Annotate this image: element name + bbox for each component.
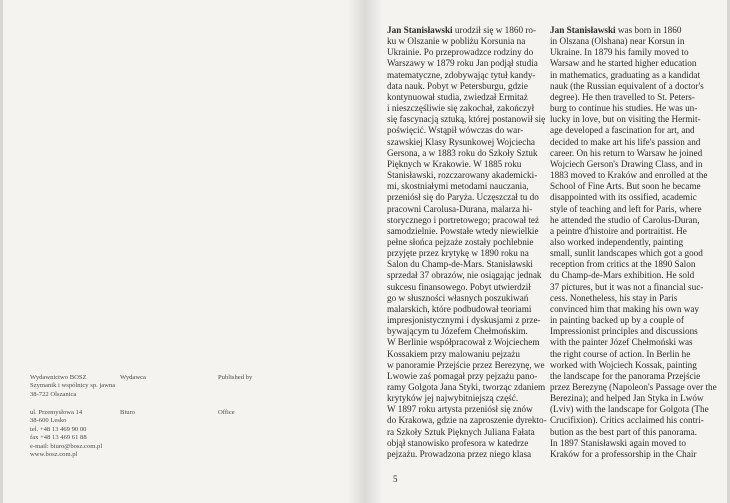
- text-line: storycznego i portretowego; pracował też: [387, 214, 540, 225]
- page-number: 5: [393, 474, 398, 484]
- text-line: style of teaching and left for Paris, where: [550, 203, 702, 214]
- text-line: also worked independently, painting: [550, 236, 684, 247]
- text-line: worked with Wojciech Kossak, painting: [550, 359, 697, 370]
- publisher-line: Szymanik i wspólnicy sp. jawna: [30, 382, 116, 390]
- text-line: in painting backed up by a couple of: [550, 315, 684, 326]
- text-line: W Berlinie współpracował z Wojciechem: [387, 337, 540, 348]
- text-line: Ukrainie. Po przeprowadzce rodziny do: [387, 47, 534, 58]
- text-line: się fascynacją sztuką, której postanowił się: [387, 114, 546, 125]
- text-line: bywającym tu Józefem Chełmońskim.: [387, 326, 528, 337]
- text-line: decided to make art his life's passion and: [550, 136, 701, 147]
- text-line: sukcesu finansowego. Pobyt utwierdził: [387, 281, 531, 292]
- text-line: in Olszana (Olshana) near Korsun in: [550, 36, 685, 47]
- office-line: 38-600 Lesko: [30, 417, 67, 425]
- text-line: 1883 moved to Kraków and enrolled at the: [550, 170, 708, 181]
- publisher-label-pl: Wydawca: [120, 374, 146, 381]
- text-line: Stanisławski, rozczarowany akademicki-: [387, 170, 538, 181]
- text-line: Warsaw and he started higher education: [550, 58, 697, 69]
- text-line: Berezina); and helped Jan Styka in Lwów: [550, 393, 704, 404]
- office-label-pl: Biuro: [120, 409, 136, 416]
- text-line: with the painter Józef Chełmoński was: [550, 337, 693, 348]
- text-line: poświęcić. Wstąpił wówczas do war-: [387, 125, 524, 136]
- text-line: convinced him that making his own way: [550, 303, 700, 314]
- text-line: degree). He then travelled to St. Peters-: [550, 91, 695, 102]
- text-line-rest: was born in 1860: [615, 25, 682, 35]
- text-line: przeniósł się do Paryża. Uczęszczał tu do: [387, 192, 539, 203]
- text-line: Pięknych w Krakowie. W 1885 roku: [387, 158, 522, 169]
- text-line: School of Fine Arts. But soon he became: [550, 181, 701, 192]
- text-line: Ukraine. In 1879 his family moved to: [550, 47, 689, 58]
- text-line: kontynuował studia, zwiedzał Ermitaż: [387, 91, 528, 102]
- text-line: the right course of action. In Berlin he: [550, 348, 691, 359]
- lead-name: Jan Stanisławski: [550, 25, 616, 35]
- text-line: go w słuszności własnych poszukiwań: [387, 292, 529, 303]
- publisher-line: 38-722 Olszanica: [30, 390, 77, 398]
- text-line: Warszawy w 1879 roku Jan podjął studia: [387, 58, 538, 69]
- office-line: fax +48 13 469 61 88: [30, 434, 87, 442]
- text-line: przez Berezynę (Napoleon's Passage over the: [550, 382, 717, 392]
- text-line: 37 pictures, but it was not a financial suc-: [550, 281, 704, 292]
- text-line: objął stanowisko profesora w katedrze: [387, 437, 529, 448]
- text-line: samodzielnie. Powstałe wtedy niewielkie: [387, 225, 539, 236]
- office-line: www.bosz.com.pl: [30, 451, 78, 459]
- text-line: Wojciech Gerson's Drawing Class, and in: [550, 158, 703, 169]
- text-line: i nieszczęśliwie się zakochał, zakończył: [387, 103, 535, 114]
- text-line: lucky in love, but on visiting the Hermit-: [550, 114, 701, 125]
- publisher-line: Wydawnictwo BOSZ: [30, 374, 87, 381]
- text-line: (Lviv) with the landscape for Golgota (The: [550, 404, 709, 415]
- text-line: reception from critics at the 1890 Salon: [550, 259, 696, 270]
- gutter-shadow: [365, 0, 383, 503]
- text-line: pełne słońca pejzaże zostały pochlebnie: [387, 236, 534, 247]
- english-text-column: [550, 25, 717, 460]
- office-line: tel. +48 13 469 90 00: [30, 425, 87, 433]
- text-line: du Champ-de-Mars exhibition. He sold: [550, 270, 695, 281]
- text-line: do Krakowa, gdzie na zaproszenie dyrekto-: [387, 415, 547, 426]
- text-line: szawskiej Klasy Rysunkowej Wojciecha: [387, 136, 535, 147]
- text-line: ra Szkoły Sztuk Pięknych Juliana Fałata: [387, 426, 535, 437]
- page-edge: [0, 0, 3, 503]
- text-line: Crucifixion). Critics acclaimed his contri-: [550, 415, 704, 426]
- text-line-rest: urodził się w 1860 ro-: [452, 25, 537, 35]
- publisher-label-en: Published by: [218, 374, 253, 381]
- text-line: the landscape for the panorama Przejście: [550, 370, 701, 381]
- text-line: malarskich, które podbudował teoriami: [387, 303, 532, 314]
- text-line: impresjonistycznymi i dyskusjami z prze-: [387, 315, 541, 326]
- gutter-shadow: [347, 0, 365, 503]
- text-line: Kraków for a professorship in the Chair: [550, 448, 697, 459]
- text-line: pracowni Carolusa-Durana, malarza hi-: [387, 203, 533, 214]
- office-line: e-mail: biuro@bosz.com.pl: [30, 442, 103, 450]
- office-label-en: Office: [218, 409, 235, 416]
- text-line: bution as the best part of this panorama.: [550, 426, 697, 437]
- text-line: Kossakiem przy malowaniu pejzażu: [387, 348, 520, 359]
- text-line: przyjęte przez krytykę w 1890 roku na: [387, 248, 529, 259]
- office-line: ul. Przemysłowa 14: [30, 409, 83, 416]
- text-line: nauk (the Russian equivalent of a doctor's: [550, 80, 704, 91]
- text-line: a peintre d'histoire and portraitist. He: [550, 225, 687, 236]
- text-line: w panoramie Przejście przez Berezynę, we: [387, 359, 545, 370]
- text-line: age developed a fascination for art, and: [550, 125, 695, 136]
- polish-text-column: [387, 25, 547, 460]
- text-line: matematyczne, zdobywając tytuł kandy-: [387, 69, 536, 80]
- text-line: W 1897 roku artysta przeniósł się znów: [387, 404, 533, 415]
- lead-name: Jan Stanisławski: [387, 25, 453, 35]
- text-line: pejzażu. Prowadzona przez niego klasa: [387, 448, 532, 459]
- text-line: ku w Olszanie w pobliżu Korsunia na: [387, 36, 526, 47]
- text-line: he attended the studio of Carolus-Duran,: [550, 214, 700, 225]
- text-line: disappointed with its ossified, academic: [550, 192, 697, 203]
- text-line: Lwowie zaś pomagał przy pejzażu pano-: [387, 370, 538, 381]
- text-line: sprzedał 37 obrazów, nie osiągając jednak: [387, 270, 542, 281]
- text-line: Impressionist principles and discussions: [550, 326, 698, 337]
- text-line: Salon du Champ-de-Mars. Stanisławski: [387, 259, 533, 270]
- text-line: In 1897 Stanisławski again moved to: [550, 437, 687, 448]
- text-line: burg to continue his studies. He was un-: [550, 103, 698, 114]
- text-line: Gersona, a w 1883 roku do Szkoły Sztuk: [387, 147, 538, 158]
- text-line: small, sunlit landscapes which got a good: [550, 248, 703, 259]
- text-line: data nauk. Pobyt w Petersburgu, gdzie: [387, 80, 528, 91]
- text-line: mi, skostniałymi metodami nauczania,: [387, 181, 529, 192]
- text-line: in mathematics, graduating as a kandidat: [550, 69, 701, 80]
- text-line: career. On his return to Warsaw he joined: [550, 147, 703, 158]
- text-line: cess. Nonetheless, his stay in Paris: [550, 292, 678, 303]
- text-line: [550, 25, 710, 36]
- text-line: [387, 25, 537, 36]
- text-line: krytyków jej najwybitniejszą część.: [387, 393, 519, 404]
- right-page: [365, 0, 730, 503]
- text-line: ramy Golgota Jana Styki, tworząc zdaniem: [387, 382, 546, 392]
